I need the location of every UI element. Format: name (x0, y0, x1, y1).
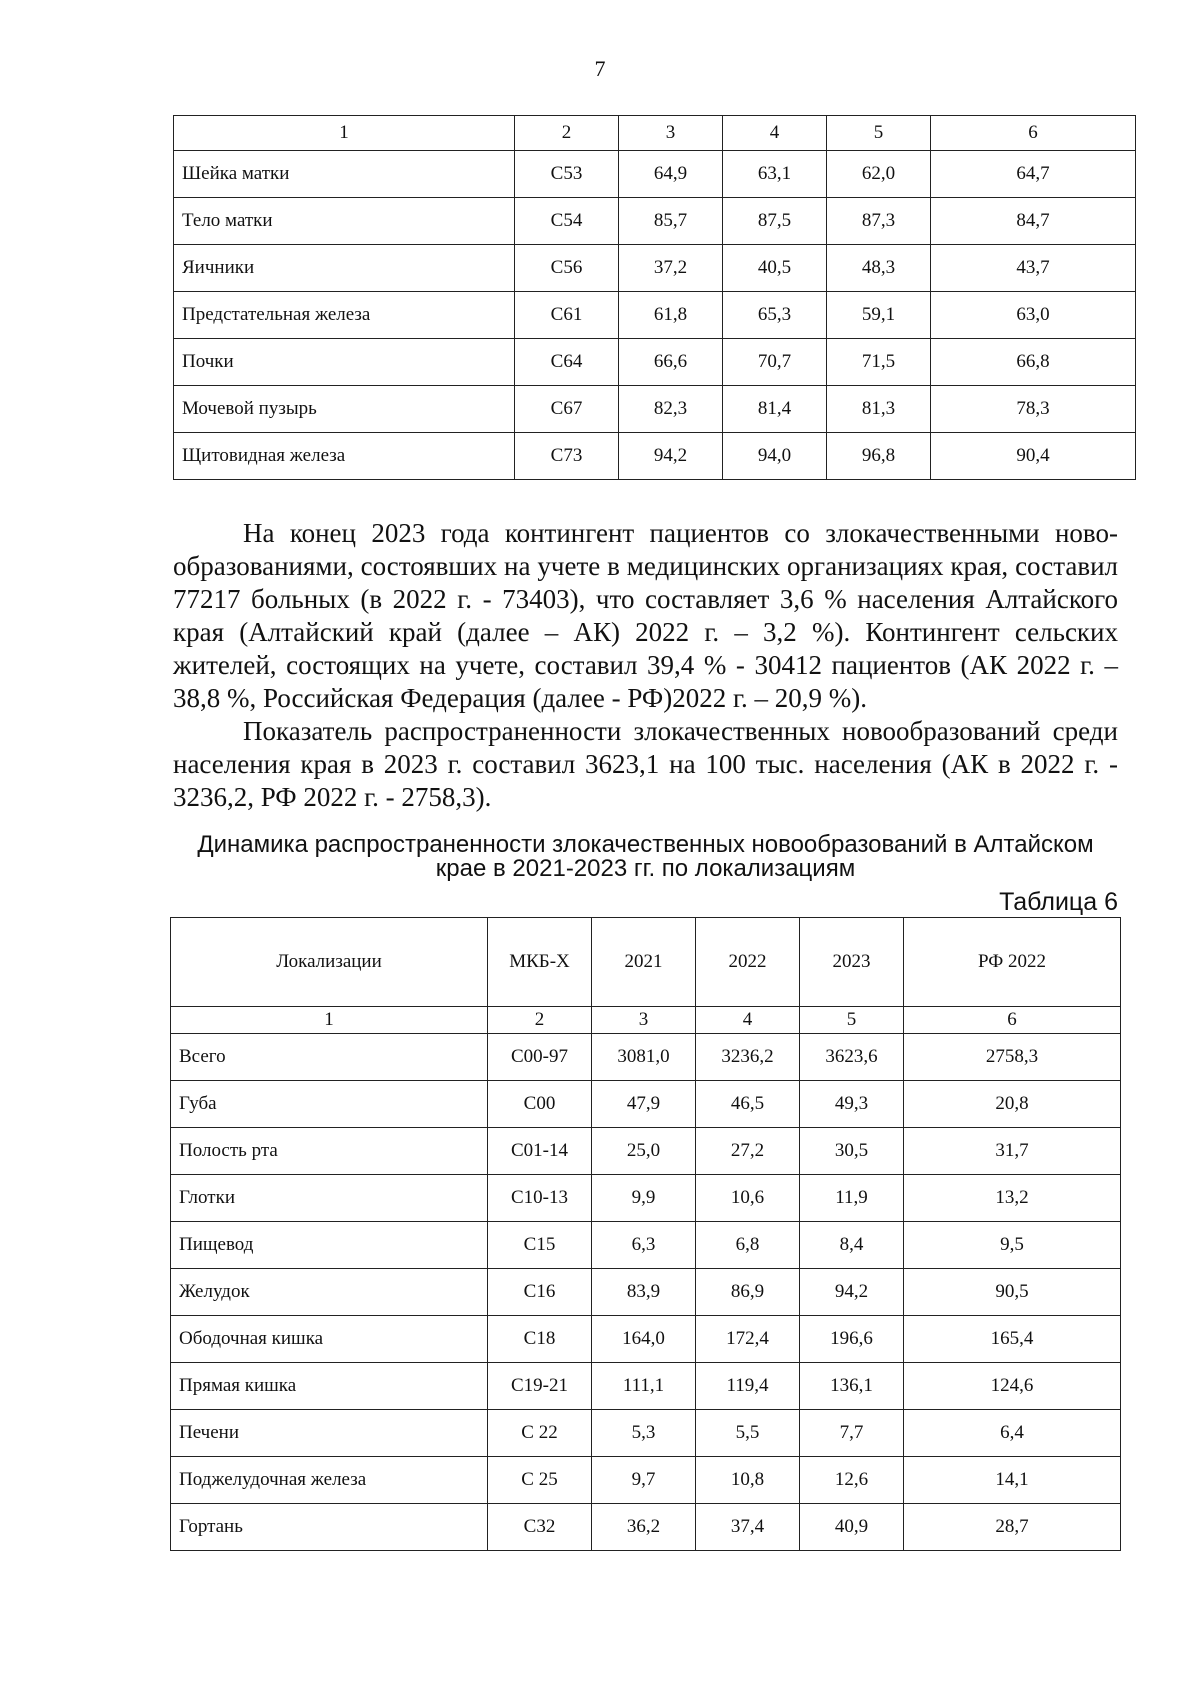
localization-cell: Полость рта (171, 1128, 488, 1175)
column-number-cell: 1 (174, 116, 515, 151)
table6-label: Таблица 6 (999, 888, 1118, 916)
column-header: Локализации (171, 918, 488, 1007)
localization-cell: Губа (171, 1081, 488, 1128)
column-number-cell: 2 (515, 116, 619, 151)
value-cell: 63,0 (931, 292, 1136, 339)
icd-code-cell: С56 (515, 245, 619, 292)
value-cell: 90,4 (931, 433, 1136, 480)
icd-code-cell: С19-21 (488, 1363, 592, 1410)
prevalence-paragraph: Показатель распространенности злокачественных новообразований среди населения края в 2023 г. составил 3623,1 на 100 тыс. населения (АК в 2022 г. - 3236,2, РФ 2022 г. - 2758,3). (173, 716, 1118, 812)
value-cell: 78,3 (931, 386, 1136, 433)
column-number-row (171, 1007, 1121, 1034)
value-cell: 48,3 (827, 245, 931, 292)
value-cell: 46,5 (696, 1081, 800, 1128)
table-row (171, 1457, 1121, 1504)
value-cell: 70,7 (723, 339, 827, 386)
value-cell: 40,5 (723, 245, 827, 292)
value-cell: 86,9 (696, 1269, 800, 1316)
value-cell: 13,2 (904, 1175, 1121, 1222)
localization-cell: Шейка матки (174, 151, 515, 198)
icd-code-cell: С15 (488, 1222, 592, 1269)
column-header: 2021 (592, 918, 696, 1007)
icd-code-cell: С00-97 (488, 1034, 592, 1081)
localization-cell: Щитовидная железа (174, 433, 515, 480)
value-cell: 71,5 (827, 339, 931, 386)
localization-cell: Пищевод (171, 1222, 488, 1269)
value-cell: 43,7 (931, 245, 1136, 292)
table-row (171, 1034, 1121, 1081)
value-cell: 63,1 (723, 151, 827, 198)
value-cell: 25,0 (592, 1128, 696, 1175)
value-cell: 62,0 (827, 151, 931, 198)
icd-code-cell: С53 (515, 151, 619, 198)
table-row (171, 1269, 1121, 1316)
value-cell: 66,8 (931, 339, 1136, 386)
value-cell: 28,7 (904, 1504, 1121, 1551)
value-cell: 165,4 (904, 1316, 1121, 1363)
value-cell: 9,5 (904, 1222, 1121, 1269)
table-row (174, 386, 1136, 433)
column-number-cell: 3 (619, 116, 723, 151)
icd-code-cell: С 22 (488, 1410, 592, 1457)
column-number-cell: 5 (800, 1007, 904, 1034)
value-cell: 81,4 (723, 386, 827, 433)
icd-code-cell: С01-14 (488, 1128, 592, 1175)
icd-code-cell: С10-13 (488, 1175, 592, 1222)
localization-cell: Поджелудочная железа (171, 1457, 488, 1504)
localization-cell: Тело матки (174, 198, 515, 245)
value-cell: 31,7 (904, 1128, 1121, 1175)
value-cell: 136,1 (800, 1363, 904, 1410)
value-cell: 2758,3 (904, 1034, 1121, 1081)
value-cell: 81,3 (827, 386, 931, 433)
value-cell: 40,9 (800, 1504, 904, 1551)
localization-cell: Желудок (171, 1269, 488, 1316)
value-cell: 10,6 (696, 1175, 800, 1222)
value-cell: 47,9 (592, 1081, 696, 1128)
icd-code-cell: С54 (515, 198, 619, 245)
table-row (171, 1081, 1121, 1128)
value-cell: 3623,6 (800, 1034, 904, 1081)
page-number: 7 (594, 56, 606, 81)
value-cell: 87,5 (723, 198, 827, 245)
table-row (171, 1410, 1121, 1457)
value-cell: 124,6 (904, 1363, 1121, 1410)
table-row (171, 1128, 1121, 1175)
table6-caption: Динамика распространенности злокачественных новообразований в Алтайском крае в 2021-2023 гг. по локализациям (197, 831, 1094, 882)
value-cell: 37,4 (696, 1504, 800, 1551)
value-cell: 12,6 (800, 1457, 904, 1504)
value-cell: 85,7 (619, 198, 723, 245)
value-cell: 111,1 (592, 1363, 696, 1410)
table-row (174, 292, 1136, 339)
column-number-cell: 4 (723, 116, 827, 151)
column-number-cell: 4 (696, 1007, 800, 1034)
value-cell: 64,9 (619, 151, 723, 198)
localization-cell: Предстательная железа (174, 292, 515, 339)
localization-cell: Печени (171, 1410, 488, 1457)
value-cell: 5,3 (592, 1410, 696, 1457)
value-cell: 82,3 (619, 386, 723, 433)
value-cell: 6,3 (592, 1222, 696, 1269)
value-cell: 196,6 (800, 1316, 904, 1363)
table-row (171, 1222, 1121, 1269)
value-cell: 64,7 (931, 151, 1136, 198)
column-number-cell: 1 (171, 1007, 488, 1034)
localization-cell: Прямая кишка (171, 1363, 488, 1410)
icd-code-cell: С32 (488, 1504, 592, 1551)
value-cell: 65,3 (723, 292, 827, 339)
value-cell: 172,4 (696, 1316, 800, 1363)
column-number-row (174, 116, 1136, 151)
icd-code-cell: С18 (488, 1316, 592, 1363)
table-row (174, 433, 1136, 480)
icd-code-cell: С16 (488, 1269, 592, 1316)
icd-code-cell: С 25 (488, 1457, 592, 1504)
table-row (171, 1175, 1121, 1222)
value-cell: 84,7 (931, 198, 1136, 245)
column-number-cell: 3 (592, 1007, 696, 1034)
value-cell: 96,8 (827, 433, 931, 480)
value-cell: 37,2 (619, 245, 723, 292)
continued-incidence-table (173, 115, 1136, 480)
table-header-row (171, 918, 1121, 1007)
localization-cell: Яичники (174, 245, 515, 292)
localization-cell: Мочевой пузырь (174, 386, 515, 433)
value-cell: 119,4 (696, 1363, 800, 1410)
value-cell: 30,5 (800, 1128, 904, 1175)
table-row (174, 151, 1136, 198)
value-cell: 3081,0 (592, 1034, 696, 1081)
value-cell: 94,0 (723, 433, 827, 480)
column-number-cell: 6 (904, 1007, 1121, 1034)
value-cell: 49,3 (800, 1081, 904, 1128)
icd-code-cell: С64 (515, 339, 619, 386)
value-cell: 36,2 (592, 1504, 696, 1551)
value-cell: 6,8 (696, 1222, 800, 1269)
contingent-paragraph: На конец 2023 года контингент пациентов со злокачественными новообразованиями, состоявших на учете в медицинских организациях края, составил 77217 больных (в 2022 г. - 73403), что составляет 3,6 % населения Алтайского края (Алтайский край (далее – АК) 2022 г. – 3,2 %). Контингент сельских жителей, состоящих на учете, составил 39,4 % - 30412 пациентов (АК 2022 г. – 38,8 %, Российская Федерация (далее - РФ)2022 г. – 20,9 %). (173, 518, 1118, 713)
table-row (174, 245, 1136, 292)
column-number-cell: 5 (827, 116, 931, 151)
table-row (171, 1504, 1121, 1551)
column-header: 2022 (696, 918, 800, 1007)
value-cell: 164,0 (592, 1316, 696, 1363)
value-cell: 83,9 (592, 1269, 696, 1316)
value-cell: 20,8 (904, 1081, 1121, 1128)
value-cell: 9,7 (592, 1457, 696, 1504)
icd-code-cell: С73 (515, 433, 619, 480)
table-row (171, 1363, 1121, 1410)
localization-cell: Гортань (171, 1504, 488, 1551)
column-number-cell: 2 (488, 1007, 592, 1034)
value-cell: 59,1 (827, 292, 931, 339)
value-cell: 10,8 (696, 1457, 800, 1504)
value-cell: 7,7 (800, 1410, 904, 1457)
value-cell: 6,4 (904, 1410, 1121, 1457)
icd-code-cell: С67 (515, 386, 619, 433)
column-header: РФ 2022 (904, 918, 1121, 1007)
value-cell: 66,6 (619, 339, 723, 386)
icd-code-cell: С61 (515, 292, 619, 339)
localization-cell: Ободочная кишка (171, 1316, 488, 1363)
table-row (174, 198, 1136, 245)
value-cell: 27,2 (696, 1128, 800, 1175)
column-header: 2023 (800, 918, 904, 1007)
icd-code-cell: С00 (488, 1081, 592, 1128)
value-cell: 94,2 (619, 433, 723, 480)
column-number-cell: 6 (931, 116, 1136, 151)
column-header: МКБ-Х (488, 918, 592, 1007)
value-cell: 8,4 (800, 1222, 904, 1269)
value-cell: 9,9 (592, 1175, 696, 1222)
value-cell: 90,5 (904, 1269, 1121, 1316)
localization-cell: Глотки (171, 1175, 488, 1222)
value-cell: 5,5 (696, 1410, 800, 1457)
localization-cell: Почки (174, 339, 515, 386)
localization-cell: Всего (171, 1034, 488, 1081)
prevalence-dynamics-table (170, 917, 1121, 1551)
value-cell: 3236,2 (696, 1034, 800, 1081)
table-row (171, 1316, 1121, 1363)
value-cell: 94,2 (800, 1269, 904, 1316)
value-cell: 11,9 (800, 1175, 904, 1222)
table-row (174, 339, 1136, 386)
value-cell: 87,3 (827, 198, 931, 245)
value-cell: 61,8 (619, 292, 723, 339)
value-cell: 14,1 (904, 1457, 1121, 1504)
